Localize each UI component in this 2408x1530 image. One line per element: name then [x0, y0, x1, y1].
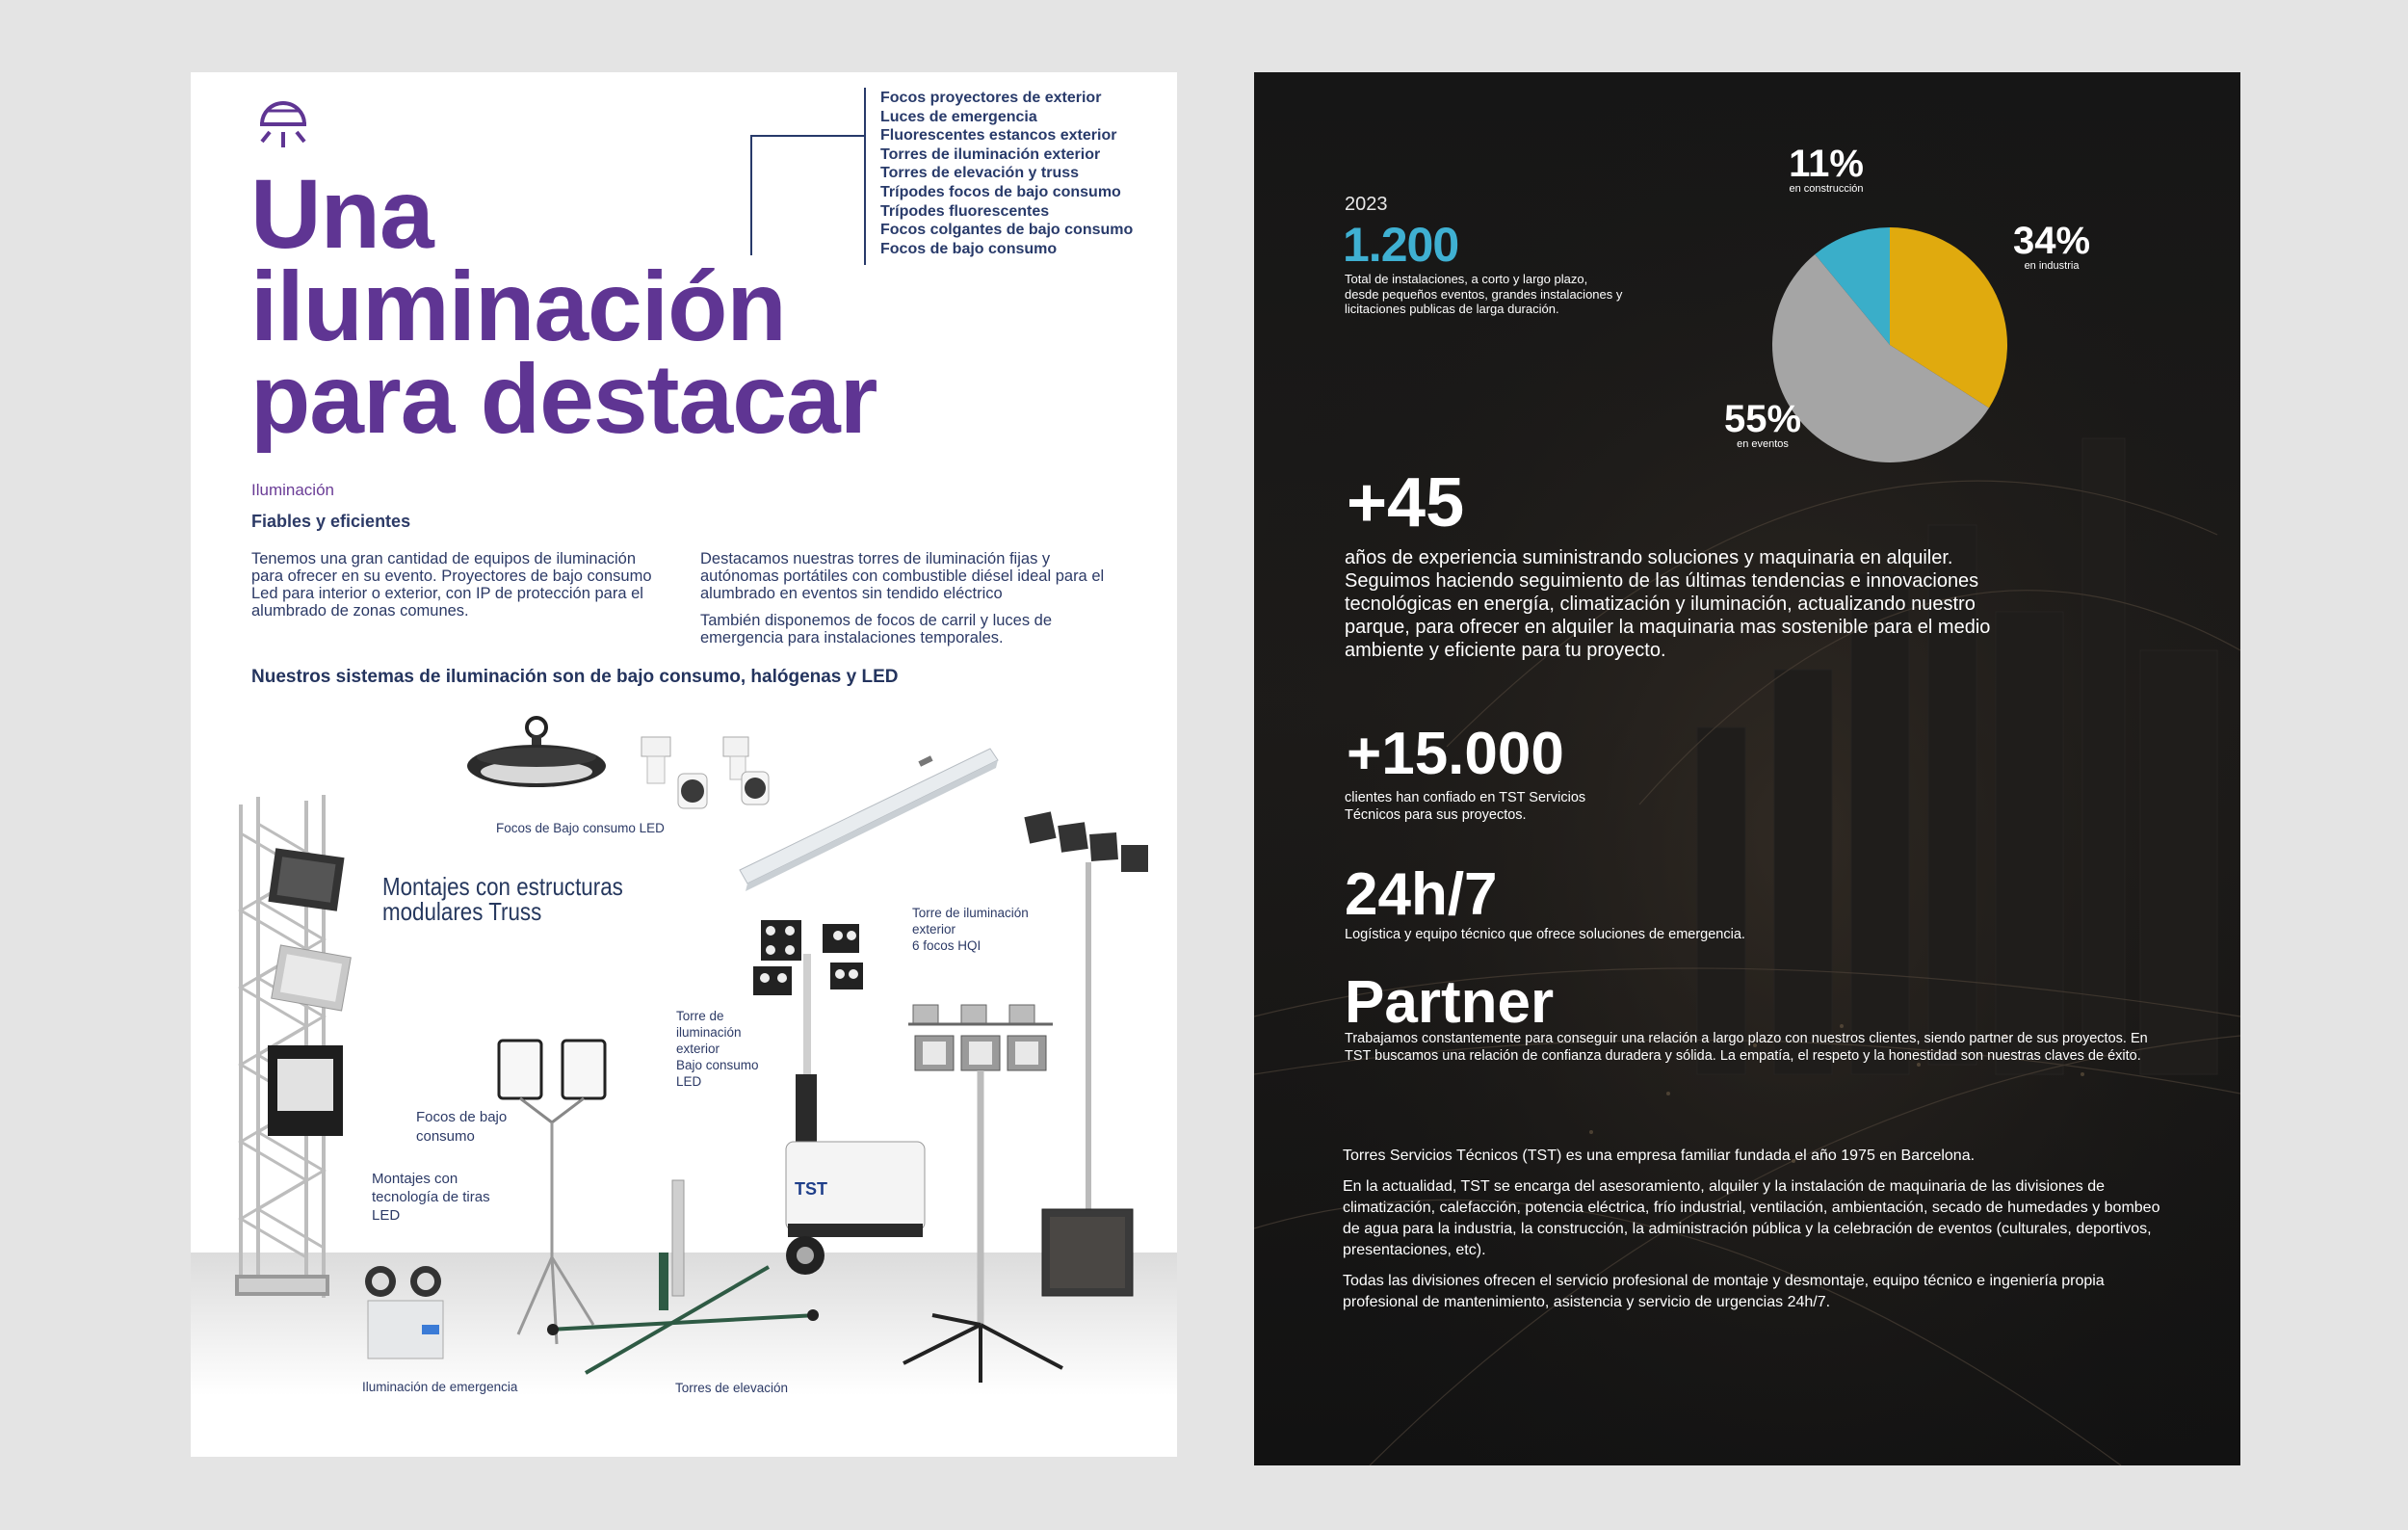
- caption-line: LED: [676, 1074, 702, 1089]
- installations-description: Total de instalaciones, a corto y largo plazo, desde pequeños eventos, grandes instalaciones y licitaciones publicas de larga duración.: [1345, 272, 1623, 316]
- product-list-item[interactable]: Focos proyectores de exterior: [880, 90, 1102, 106]
- pie-percent: 55%: [1723, 398, 1802, 440]
- section-label: Iluminación: [251, 481, 334, 499]
- title-line: Una: [250, 159, 433, 269]
- caption-line: Montajes con: [372, 1171, 458, 1187]
- track-spot-lamps-image: [641, 737, 769, 808]
- product-list-item[interactable]: Luces de emergencia: [880, 108, 1037, 125]
- product-list-item[interactable]: Focos de bajo consumo: [880, 240, 1058, 257]
- product-list-item[interactable]: Fluorescentes estancos exterior: [880, 127, 1117, 145]
- pie-sub-label: en industria: [2024, 260, 2080, 272]
- caption-low-power-spots: [416, 1108, 507, 1147]
- pie-percent: 34%: [2012, 220, 2091, 262]
- product-list-item[interactable]: Trípodes fluorescentes: [880, 202, 1050, 220]
- pie-label-events: [1714, 400, 1811, 450]
- caption-line: Bajo consumo: [676, 1058, 759, 1072]
- body-paragraph: También disponemos de focos de carril y luces de emergencia para instalaciones temporales.: [700, 612, 1053, 646]
- partner-heading: Partner: [1345, 969, 1555, 1036]
- pie-label-construction: [1778, 145, 1874, 195]
- company-about: [1343, 1146, 2161, 1323]
- caption-led-tower: [676, 1008, 759, 1090]
- caption-hqi-tower: [912, 905, 1029, 954]
- body-paragraph: Destacamos nuestras torres de iluminación fijas y autónomas portátiles con combustible diésel ideal para el alumbrado en eventos sin tendido eléctrico: [700, 550, 1105, 602]
- product-list-item[interactable]: Torres de elevación y truss: [880, 165, 1080, 182]
- caption-emergency: Iluminación de emergencia: [362, 1380, 518, 1394]
- installations-count: 1.200: [1343, 218, 1459, 272]
- truss-section-title: [382, 874, 623, 924]
- right-page: [1254, 72, 2240, 1465]
- title-line: Montajes con estructuras: [382, 872, 623, 901]
- linear-fluorescent-image: [740, 749, 998, 891]
- clients-count: +15.000: [1347, 721, 1564, 787]
- caption-led-strips: [372, 1170, 490, 1225]
- section-subheading: Fiables y eficientes: [251, 512, 411, 531]
- about-paragraph: Torres Servicios Técnicos (TST) es una empresa familiar fundada el año 1975 en Barcelona.: [1343, 1148, 1976, 1164]
- caption-line: iluminación: [676, 1025, 742, 1040]
- caption-line: 6 focos HQI: [912, 938, 982, 953]
- lighting-statement: Nuestros sistemas de iluminación son de bajo consumo, halógenas y LED: [251, 667, 899, 687]
- pie-percent: 11%: [1789, 143, 1864, 185]
- product-list-item[interactable]: Trípodes focos de bajo consumo: [880, 183, 1121, 200]
- led-light-tower-image: [753, 920, 925, 1275]
- title-line: para destacar: [250, 344, 877, 454]
- ufo-led-lamp-image: [467, 718, 606, 787]
- caption-line: tecnología de tiras: [372, 1189, 490, 1205]
- pie-sub-label: en construcción: [1789, 183, 1864, 195]
- support-description: Logística y equipo técnico que ofrece soluciones de emergencia.: [1345, 927, 1745, 942]
- title-line: modulares Truss: [382, 897, 542, 926]
- truss-floodlights-image: [268, 848, 351, 1136]
- about-paragraph: En la actualidad, TST se encarga del asesoramiento, alquiler y la instalación de maquinaria de las divisiones de climatización, calefacción, potencia eléctrica, frío industrial, ventilación, ambientación, secado de humedades y bombeo de agua para la industria, la construcción, la administración pública y la celebración de eventos (culturales, deportivos, presentaciones, etc).: [1343, 1178, 2160, 1258]
- caption-lift-towers: Torres de elevación: [675, 1381, 789, 1395]
- caption-line: Torre de iluminación: [912, 906, 1029, 920]
- caption-line: LED: [372, 1207, 401, 1224]
- experience-years: +45: [1347, 464, 1465, 541]
- product-list-item[interactable]: Torres de iluminación exterior: [880, 145, 1101, 163]
- emergency-light-image: [365, 1266, 443, 1359]
- experience-description: años de experiencia suministrando soluciones y maquinaria en alquiler. Seguimos haciendo seguimiento de las últimas tendencias e innovaciones tecnológicas en energía, climatización y iluminación, actualizando nuestro parque, para ofrecer en alquiler la maquinaria mas sostenible para el medio ambiente y eficiente para tu proyecto.: [1345, 547, 1991, 661]
- product-illustrations: [191, 72, 1177, 1457]
- hqi-tower-tripod-image: [903, 1005, 1062, 1383]
- partner-description: Trabajamos constantemente para conseguir una relación a largo plazo con nuestros clientes, siendo partner de sus proyectos. En TST buscamos una relación de confianza duradera y sólida. La empatía, el respeto y la honestidad son nuestras claves de éxito.: [1345, 1031, 2148, 1064]
- caption-line: exterior: [676, 1042, 720, 1056]
- year-label: 2023: [1345, 194, 1388, 215]
- generator-brand-text: TST: [795, 1179, 827, 1199]
- lift-tower-image: [547, 1180, 819, 1373]
- caption-line: consumo: [416, 1128, 475, 1145]
- product-list-item[interactable]: Focos colgantes de bajo consumo: [880, 222, 1134, 239]
- caption-led-spots: Focos de Bajo consumo LED: [496, 821, 665, 835]
- title-line: iluminación: [250, 251, 786, 361]
- tripod-panel-lights-image: [499, 1041, 605, 1344]
- clients-description: clientes han confiado en TST Servicios Técnicos para sus proyectos.: [1345, 790, 1586, 823]
- pie-sub-label: en eventos: [1737, 438, 1789, 450]
- body-paragraph: Tenemos una gran cantidad de equipos de iluminación para ofrecer en su evento. Proyectores de bajo consumo Led para interior o exterior, con IP de protección para el alumbrado de zonas comunes.: [251, 550, 652, 620]
- caption-line: Torre de: [676, 1009, 724, 1023]
- pie-label-industry: [2003, 222, 2100, 272]
- support-hours: 24h/7: [1345, 861, 1498, 928]
- caption-line: exterior: [912, 922, 956, 936]
- left-page: [191, 72, 1177, 1457]
- about-paragraph: Todas las divisiones ofrecen el servicio profesional de montaje y desmontaje, equipo técnico e ingeniería propia profesional de mantenimiento, asistencia y servicio de urgencias 24h/7.: [1343, 1273, 2105, 1310]
- caption-line: Focos de bajo: [416, 1109, 508, 1125]
